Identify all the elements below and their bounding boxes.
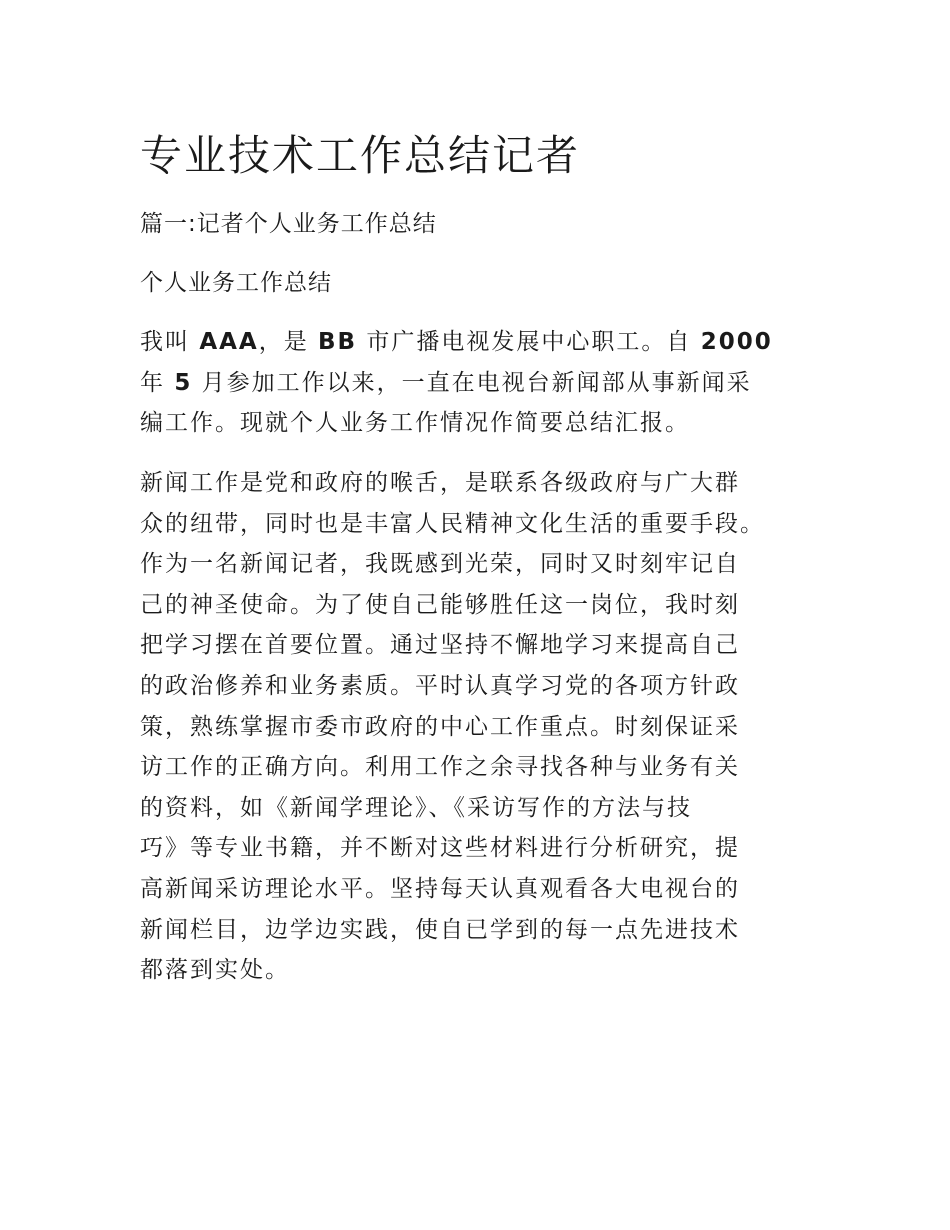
section-heading: 篇一:记者个人业务工作总结 bbox=[140, 211, 437, 237]
paragraph-line: 新闻工作是党和政府的喉舌，是联系各级政府与广大群 bbox=[140, 470, 740, 496]
paragraph-line bbox=[140, 322, 810, 363]
paragraph-line: 巧》等专业书籍，并不断对这些材料进行分析研究，提 bbox=[140, 835, 740, 862]
text-fragment: 我叫 bbox=[140, 329, 200, 355]
paragraph-intro bbox=[140, 322, 810, 444]
text-fragment: 市广播电视发展中心职工。自 bbox=[357, 329, 701, 355]
paragraph-line: 编工作。现就个人业务工作情况作简要总结汇报。 bbox=[140, 410, 690, 437]
month-value: 5 bbox=[174, 369, 193, 396]
document-title: 专业技术工作总结记者 bbox=[140, 131, 581, 180]
text-fragment: ，是 bbox=[258, 329, 319, 355]
paragraph-line: 作为一名新闻记者，我既感到光荣，同时又时刻牢记自 bbox=[140, 551, 740, 578]
name-placeholder: AAA bbox=[199, 329, 259, 355]
paragraph-body bbox=[140, 463, 810, 991]
section-subheading: 个人业务工作总结 bbox=[140, 270, 332, 296]
text-fragment: 年 bbox=[140, 369, 175, 396]
paragraph-line: 都落到实处。 bbox=[140, 957, 290, 984]
paragraph-line: 策，熟练掌握市委市政府的中心工作重点。时刻保证采 bbox=[140, 713, 740, 740]
paragraph-line: 的资料，如《新闻学理论》、《采访写作的方法与技 bbox=[140, 794, 692, 821]
paragraph-line: 的政治修养和业务素质。平时认真学习党的各项方针政 bbox=[140, 672, 740, 699]
year-value: 2000 bbox=[700, 329, 773, 355]
paragraph-line: 新闻栏目，边学边实践，使自已学到的每一点先进技术 bbox=[140, 916, 740, 943]
text-fragment: 月参加工作以来，一直在电视台新闻部从事新闻采 bbox=[192, 369, 752, 396]
paragraph-line: 高新闻采访理论水平。坚持每天认真观看各大电视台的 bbox=[140, 875, 740, 902]
city-placeholder: BB bbox=[318, 329, 358, 355]
paragraph-line: 访工作的正确方向。利用工作之余寻找各种与业务有关 bbox=[140, 754, 740, 781]
paragraph-line: 己的神圣使命。为了使自己能够胜任这一岗位，我时刻 bbox=[140, 591, 740, 618]
paragraph-line: 众的纽带，同时也是丰富人民精神文化生活的重要手段。 bbox=[140, 510, 765, 537]
paragraph-line: 把学习摆在首要位置。通过坚持不懈地学习来提高自己 bbox=[140, 632, 740, 659]
paragraph-line bbox=[140, 363, 810, 404]
